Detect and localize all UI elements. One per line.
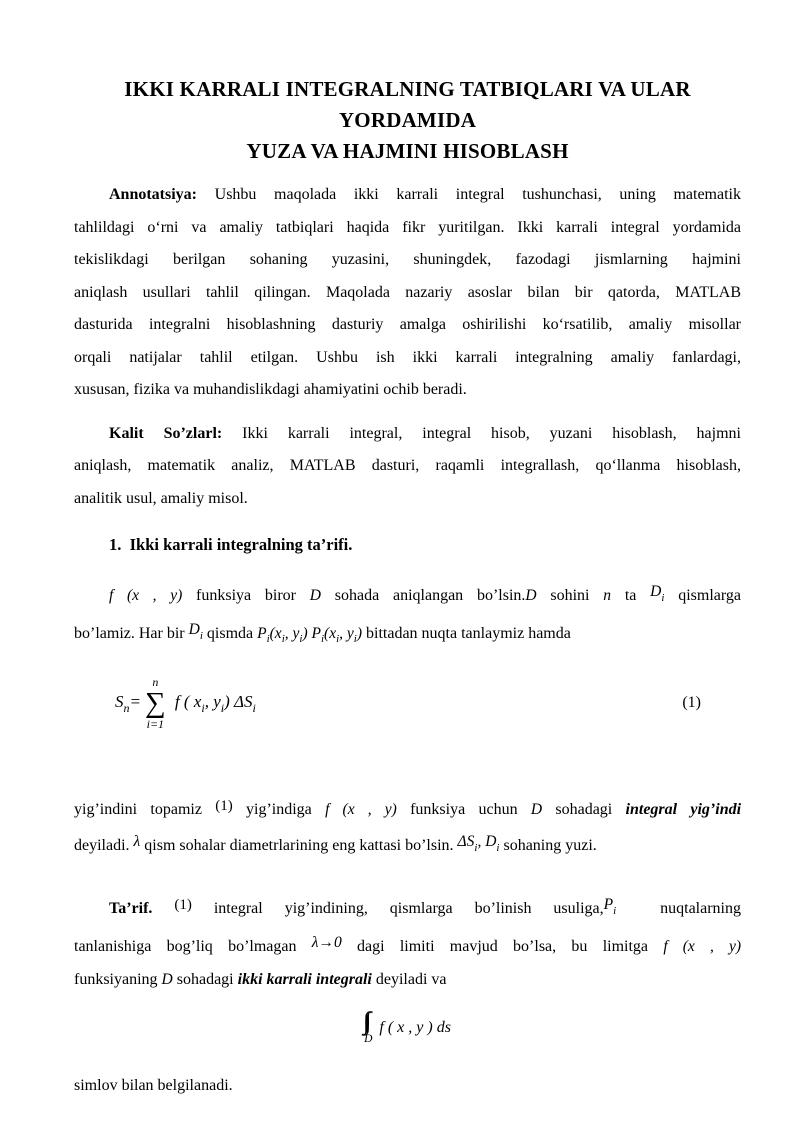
text-line [74,418,741,451]
text-segment: qismda [202,625,258,642]
text-segment: (1) [174,896,192,913]
text-segment: dagi limiti mavjud bo’lsa, bu limitga [341,938,664,955]
text-segment: (x [269,625,282,642]
sum-upper-limit: n [152,674,159,689]
text-segment: orqali natijalar tahlil etilgan. Ushbu ish ikki karrali integralning amaliy fanlardagi, [74,348,741,366]
text-segment: i [496,842,500,854]
text-segment: i [353,633,357,645]
text-segment: analitik usul, amaliy misol. [74,489,248,507]
text-segment: ) P [302,625,321,642]
text-segment: yig’indini topamiz [74,800,216,818]
equation-1 [74,672,741,734]
equation-2 [74,1010,741,1056]
sigma-symbol: ∑ [144,686,166,719]
text-line [74,212,741,245]
text-segment: D [309,586,321,604]
paragraph-integral-sum [74,790,741,865]
text-segment: sohaning yuzi. [499,837,597,854]
double-integral-block [364,1010,372,1046]
text-segment: i [266,633,270,645]
summation-block [145,676,166,730]
text-segment: sohadagi [172,970,238,988]
text-segment: (x [324,625,337,642]
text-segment: 1. Ikki karrali integralning ta’rifi. [109,535,353,554]
text-line [74,450,741,483]
equation-2-expression: f ( x , y ) ds [379,1018,451,1036]
text-line [74,964,741,997]
text-segment: funksiya biror [182,586,310,604]
text-line [74,374,741,407]
text-line [74,889,741,928]
text-line [74,483,741,516]
paragraph-closing [74,1070,741,1103]
text-segment: (1) [215,797,233,814]
text-segment: Annotatsiya: [109,186,215,203]
text-segment: ta [611,586,651,604]
paragraph-definition-intro [74,576,741,656]
paragraph-keywords [74,418,741,516]
text-segment: aniqlash usullari tahlil qilingan. Maqolada nazariy asoslar bilan bir qatorda, MATLAB [74,283,741,301]
text-segment: i [613,904,617,917]
equation-1-term: f ( x [170,691,202,711]
equation-1-number: (1) [682,693,701,711]
equation-1-subscript: i [201,700,205,715]
text-segment: f (x , y) [109,586,183,604]
equation-1-subscript: i [252,700,256,715]
text-segment: P [603,895,614,913]
text-segment: qismlarga [664,586,742,604]
text-segment: xususan, fizika va muhandislikdagi ahamiyatini ochib beradi. [74,381,467,398]
text-line [74,529,741,562]
paragraph-annotation [74,179,741,407]
text-line [74,614,741,656]
equals-sign: = [129,691,141,711]
text-segment: , y [284,625,300,642]
text-segment: ikki karrali integrali [237,970,372,988]
text-segment: i [474,842,478,854]
text-line [74,927,741,964]
text-segment: i [661,591,665,604]
text-segment: sohini [536,586,604,604]
text-segment: , D [477,833,497,850]
text-segment: f (x , y) [663,938,742,955]
text-segment: i [320,633,325,645]
text-line [74,1070,741,1103]
text-segment: integral yig’indining, qismlarga bo’linish usuliga, [191,899,604,917]
title-line-1: IKKI KARRALI INTEGRALNING TATBIQLARI VA ULAR YORDAMIDA [124,77,691,132]
text-segment: qism sohalar diametrlarining eng kattasi bo’lsin. [140,837,458,854]
text-segment: yig’indiga [232,800,326,818]
text-segment: deyiladi va [371,970,447,988]
text-segment: i [199,630,203,642]
equation-1-term: ) ΔS [224,691,253,711]
text-segment: Ta’rif. [109,899,175,917]
text-segment: D [530,800,543,818]
text-line [74,342,741,375]
text-line [74,790,741,827]
text-line [74,244,741,277]
text-segment: λ→0 [311,934,342,951]
text-segment: integral yig’indi [625,800,742,818]
text-segment: i [336,633,340,645]
text-segment: D [650,582,662,600]
equation-1-term: , y [204,691,221,711]
text-segment: aniqlash, matematik analiz, MATLAB dasturi, raqamli integrallash, qo‘llanma hisoblash, [74,457,741,474]
paragraph-tarif [74,889,741,997]
text-segment: Kalit So’zlarl: [109,424,243,442]
section-heading [74,529,741,562]
text-segment: D [525,586,537,604]
equation-1-subscript: i [220,700,225,715]
text-segment: tahlildagi o‘rni va amaliy tatbiqlari haqida fikr yuritilgan. Ikki karrali integral yordamida [74,218,741,236]
integral-domain: D [364,1033,373,1045]
text-segment: ΔS [457,833,475,850]
text-segment: Ikki karrali integral, integral hisob, yuzani hisoblash, hajmni [242,424,741,442]
text-segment: Ushbu maqolada ikki karrali integral tushunchasi, uning matematik [214,186,741,203]
text-segment: sohada aniqlangan bo’lsin. [320,586,526,604]
text-segment: i [281,633,285,645]
text-segment: P [257,625,267,642]
sum-lower-limit: i=1 [146,716,165,731]
text-segment: n [603,586,612,604]
equation-1-lhs-subscript: n [123,700,130,715]
text-line [74,576,741,615]
text-segment: dasturida integralni hisoblashning dasturiy amalga oshirilishi ko‘rsatilib, amaliy misollar [74,316,741,333]
text-line [74,277,741,310]
text-segment: simlov bilan belgilanadi. [74,1077,233,1094]
equation-1-lhs: S [115,691,124,711]
text-segment: tanlanishiga bog’liq bo’lmagan [74,938,312,955]
text-segment: , y [339,625,354,642]
title-line-2: YUZA VA HAJMINI HISOBLASH [246,139,569,163]
text-segment: f (x , y) [325,800,397,818]
text-segment: bittadan nuqta tanlaymiz hamda [362,625,571,642]
text-segment: λ [133,833,141,850]
text-segment: bo’lamiz. Har bir [74,625,189,642]
text-segment: D [161,970,173,988]
text-segment: tekislikdagi berilgan sohaning yuzasini, shuningdek, fazodagi jismlarning hajmini [74,251,741,268]
text-line [74,179,741,212]
text-segment: nuqtalarning [616,899,742,917]
text-line [74,309,741,342]
text-segment: sohadagi [542,800,626,818]
text-segment: ) [356,625,363,642]
equation-1-expression [115,676,256,730]
text-segment: i [299,633,303,645]
text-line [74,826,741,865]
text-segment: funksiya uchun [396,800,531,818]
text-segment: D [188,621,200,638]
page-title [74,74,741,167]
double-integral-symbol [364,1010,372,1034]
text-segment: deyiladi. [74,837,134,854]
text-segment: funksiyaning [74,970,162,988]
